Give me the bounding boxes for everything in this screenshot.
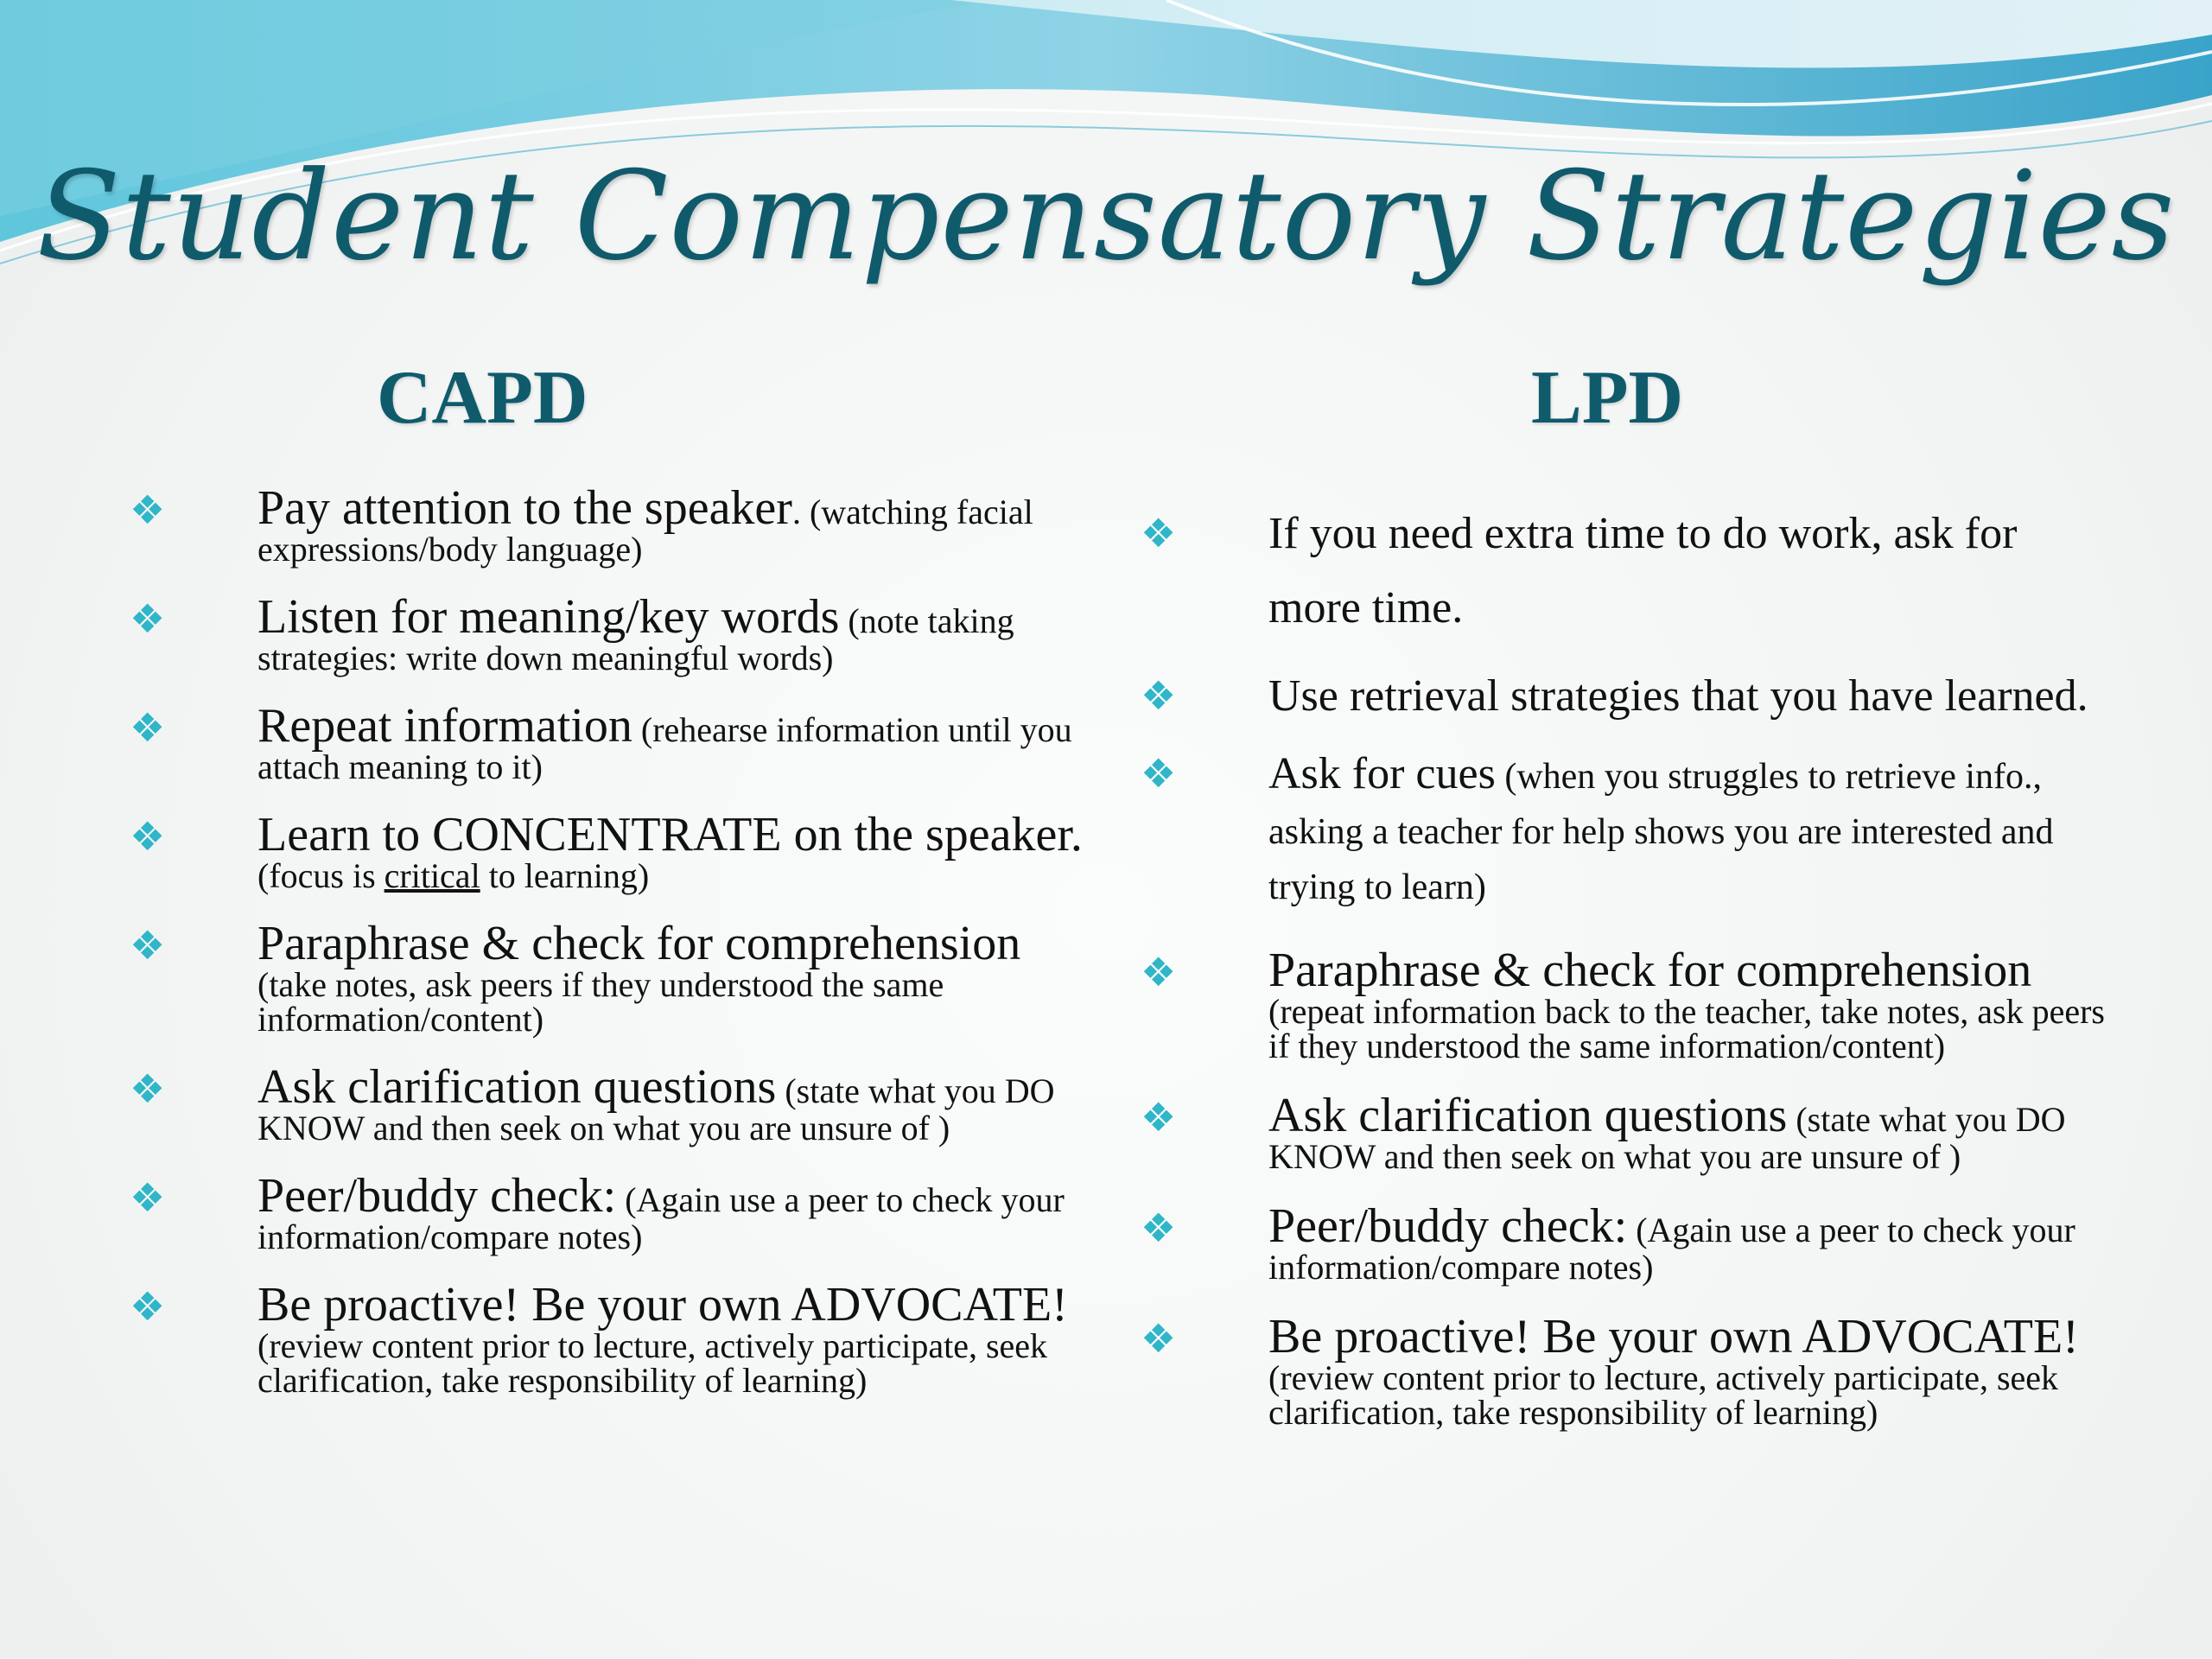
list-item bbox=[130, 1278, 1106, 1400]
diamond-bullet-icon: ❖ bbox=[130, 1065, 166, 1112]
diamond-bullet-icon: ❖ bbox=[130, 1283, 166, 1330]
detail-text: to learning) bbox=[480, 856, 650, 895]
strategy-detail: (review content prior to lecture, actively participate, seek clarification, take responsibility of learning) bbox=[257, 1326, 1048, 1400]
strategy-title: Listen for meaning/key words bbox=[257, 590, 840, 644]
list-item bbox=[1141, 497, 2108, 645]
capd-strategy-list bbox=[130, 481, 1106, 1424]
lpd-strategy-list bbox=[1141, 497, 2108, 1458]
diamond-bullet-icon: ❖ bbox=[1141, 949, 1177, 995]
strategy-title: Be proactive! Be your own ADVOCATE! bbox=[257, 1278, 1068, 1332]
diamond-bullet-icon: ❖ bbox=[130, 486, 166, 533]
diamond-bullet-icon: ❖ bbox=[130, 704, 166, 751]
strategy-title: Ask clarification questions bbox=[257, 1060, 777, 1114]
list-item bbox=[130, 481, 1106, 569]
list-item bbox=[130, 919, 1106, 1037]
list-item bbox=[1141, 659, 2108, 734]
heading-lpd: LPD bbox=[1531, 356, 1683, 440]
strategy-detail: (take notes, ask peers if they understood the same information/content) bbox=[257, 965, 944, 1039]
detail-text: (focus is bbox=[257, 856, 385, 895]
strategy-detail: (rehearse information until you attach meaning to it) bbox=[257, 710, 1072, 786]
list-item bbox=[130, 1169, 1106, 1256]
strategy-title: If you need extra time to do work, ask for more time. bbox=[1268, 509, 2018, 632]
diamond-bullet-icon: ❖ bbox=[1141, 510, 1177, 556]
strategy-title: Ask for cues bbox=[1268, 749, 1496, 798]
list-item bbox=[130, 699, 1106, 786]
list-item bbox=[1141, 747, 2108, 915]
diamond-bullet-icon: ❖ bbox=[130, 922, 166, 969]
strategy-title: Be proactive! Be your own ADVOCATE! bbox=[1268, 1310, 2079, 1363]
strategy-detail: (Again use a peer to check your information/compare notes) bbox=[1268, 1211, 2075, 1287]
slide-title: Student Compensatory Strategies bbox=[36, 145, 2176, 288]
list-item bbox=[1141, 1310, 2108, 1432]
strategy-title: Paraphrase & check for comprehension bbox=[1268, 944, 2032, 997]
list-item bbox=[1141, 1199, 2108, 1287]
diamond-bullet-icon: ❖ bbox=[1141, 1094, 1177, 1141]
list-item bbox=[130, 1060, 1106, 1147]
strategy-detail: . (watching facial expressions/body language) bbox=[257, 493, 1033, 569]
diamond-bullet-icon: ❖ bbox=[130, 595, 166, 642]
list-item bbox=[1141, 946, 2108, 1064]
strategy-title: Paraphrase & check for comprehension bbox=[257, 917, 1021, 970]
list-item bbox=[1141, 1091, 2108, 1174]
underlined-word: critical bbox=[384, 856, 480, 895]
diamond-bullet-icon: ❖ bbox=[130, 1174, 166, 1221]
strategy-detail: (review content prior to lecture, actively participate, seek clarification, take responsibility of learning) bbox=[1268, 1358, 2059, 1432]
strategy-detail: (when you struggles to retrieve info., asking a teacher for help shows you are interested and trying to learn) bbox=[1268, 757, 2054, 907]
strategy-detail: (Again use a peer to check your information/compare notes) bbox=[257, 1180, 1065, 1256]
list-item bbox=[130, 810, 1106, 893]
strategy-title: Repeat information bbox=[257, 699, 632, 753]
diamond-bullet-icon: ❖ bbox=[1141, 1205, 1177, 1251]
strategy-detail: (note taking strategies: write down meaningful words) bbox=[257, 601, 1014, 677]
strategy-title: Use retrieval strategies that you have learned. bbox=[1268, 671, 2088, 721]
list-item bbox=[130, 590, 1106, 677]
heading-capd: CAPD bbox=[377, 356, 588, 440]
strategy-title: Peer/buddy check: bbox=[1268, 1199, 1628, 1253]
strategy-title: Peer/buddy check: bbox=[257, 1169, 617, 1223]
strategy-detail: (repeat information back to the teacher, take notes, ask peers if they understood the same information/content) bbox=[1268, 992, 2105, 1065]
strategy-title: Pay attention to the speaker bbox=[257, 481, 792, 535]
strategy-title: Ask clarification questions bbox=[1268, 1089, 1788, 1142]
diamond-bullet-icon: ❖ bbox=[1141, 672, 1177, 719]
diamond-bullet-icon: ❖ bbox=[130, 813, 166, 860]
diamond-bullet-icon: ❖ bbox=[1141, 1315, 1177, 1362]
strategy-detail: (state what you DO KNOW and then seek on what you are unsure of ) bbox=[1268, 1100, 2066, 1176]
strategy-detail bbox=[257, 856, 649, 895]
diamond-bullet-icon: ❖ bbox=[1141, 750, 1177, 797]
strategy-detail: (state what you DO KNOW and then seek on what you are unsure of ) bbox=[257, 1071, 1055, 1147]
strategy-title: Learn to CONCENTRATE on the speaker. bbox=[257, 808, 1083, 861]
